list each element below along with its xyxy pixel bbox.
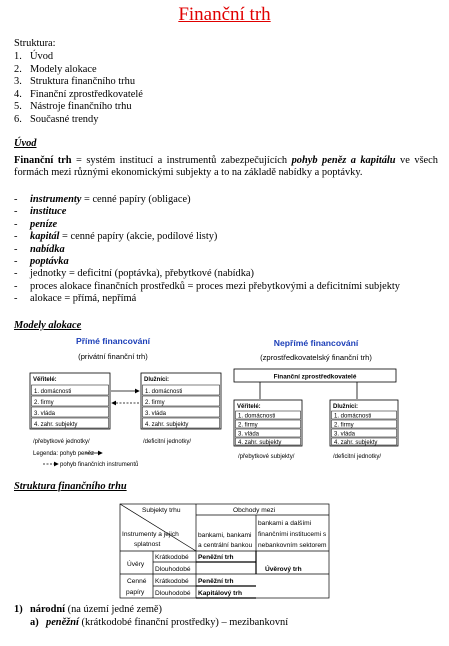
svg-text:Dlužníci:: Dlužníci:	[333, 404, 358, 410]
direct-lenders-box	[30, 373, 110, 429]
list-item: - alokace = přímá, nepřímá	[14, 293, 137, 305]
indirect-borrowers-note: /deficitní jednotky/	[333, 454, 382, 460]
list-item: 6. Současné trendy	[14, 113, 99, 125]
svg-text:Dlužníci:: Dlužníci:	[144, 377, 169, 383]
uvod-list	[14, 194, 400, 306]
list-item: - jednotky = deficitní (poptávka), přebytkové (nabídka)	[14, 268, 254, 280]
list-item: - instrumenty = cenné papíry (obligace)	[14, 194, 191, 205]
svg-text:4. zahr. subjekty: 4. zahr. subjekty	[145, 422, 189, 428]
svg-text:1. domácnosti: 1. domácnosti	[238, 413, 276, 420]
cell-uvery: Úvěry	[127, 561, 145, 568]
legend-money: Legenda: pohyb peněz	[33, 451, 95, 457]
svg-text:1. domácnosti: 1. domácnosti	[34, 389, 72, 395]
section-heading-struktura: Struktura finančního trhu	[14, 481, 127, 492]
svg-text:2. firmy: 2. firmy	[145, 400, 165, 406]
cell-papiry: papíry	[126, 589, 145, 596]
svg-text:1. domácnosti: 1. domácnosti	[145, 389, 183, 395]
cell-kapitalovy: Kapitálový trh	[198, 590, 242, 597]
svg-text:3. vláda: 3. vláda	[238, 431, 260, 438]
list-item: 3. Struktura finančního trhu	[14, 76, 136, 87]
cell-banks-1: bankami, bankami	[198, 532, 252, 539]
svg-text:3. vláda: 3. vláda	[145, 411, 167, 417]
structure-label: Struktura:	[14, 38, 56, 49]
cell-splatnost: splatnost	[134, 541, 161, 548]
direct-lenders-note: /přebytkové jednotky/	[33, 439, 90, 445]
svg-text:3. vláda: 3. vláda	[34, 411, 56, 417]
cell-penezni-1: Peněžní trh	[198, 554, 234, 561]
svg-text:4. zahr. subjekty: 4. zahr. subjekty	[334, 440, 378, 446]
direct-subtitle: (privátní finanční trh)	[78, 352, 148, 361]
svg-text:4. zahr. subjekty: 4. zahr. subjekty	[34, 422, 78, 428]
cell-penezni-2: Peněžní trh	[198, 578, 234, 585]
direct-title: Přímé financování	[75, 336, 151, 346]
svg-text:2. firmy: 2. firmy	[34, 400, 54, 406]
section-heading-uvod: Úvod	[14, 138, 37, 149]
intermediary-label: Finanční zprostředkovatelé	[273, 373, 357, 381]
list-item: - proces alokace finančních prostředků = proces mezi přebytkovými a deficitními subjekty	[14, 280, 400, 292]
list-item: - nabídka	[14, 243, 65, 255]
direct-borrowers-box	[141, 373, 221, 429]
svg-text:4. zahr. subjekty: 4. zahr. subjekty	[238, 440, 282, 446]
cell-nonbank-1: bankami a dalšími	[258, 520, 312, 527]
indirect-lenders-note: /přebytkové subjekty/	[238, 454, 295, 460]
cell-nonbank-2: finančními institucemi s	[258, 531, 327, 538]
cell-cenne: Cenné	[127, 578, 147, 585]
intro-paragraph: Finanční trh = systém institucí a instrumentů zabezpečujících pohyb peněz a kapitálu ve všech formách mezi různými ekonomickými subjekty a to na základě nabídky a poptávky.	[14, 155, 438, 179]
term: Finanční trh	[14, 155, 72, 166]
allocation-diagram	[0, 333, 449, 473]
svg-text:3. vláda: 3. vláda	[334, 431, 356, 438]
page-title: Finanční trh	[178, 4, 271, 25]
indirect-borrowers-box	[330, 400, 398, 446]
list-item: - peníze	[14, 218, 58, 230]
market-structure-table	[0, 503, 449, 601]
cell-dlouhodobe-1: Dlouhodobé	[155, 566, 191, 573]
indirect-title: Nepřímé financování	[273, 338, 359, 348]
list-item: - poptávka	[14, 255, 69, 267]
legend-instruments: pohyb finančních instrumentů	[60, 462, 139, 468]
cell-instrumenty: Instrumenty a jejich	[122, 531, 179, 538]
list-item: 1) národní (na území jedné země)	[14, 604, 162, 615]
list-item: - instituce	[14, 206, 67, 218]
cell-obchody: Obchody mezi	[233, 507, 276, 514]
list-item: 1. Úvod	[14, 51, 54, 62]
direct-borrowers-note: /deficitní jednotky/	[143, 439, 192, 445]
section-heading-modely: Modely alokace	[14, 320, 82, 331]
cell-kratkodobe-1: Krátkodobé	[155, 554, 189, 561]
svg-text:2. firmy: 2. firmy	[238, 422, 258, 429]
cell-uverovy: Úvěrový trh	[265, 566, 302, 573]
market-types-list	[14, 604, 288, 629]
cell-nonbank-3: nebankovním sektorem	[258, 542, 327, 549]
cell-kratkodobe-2: Krátkodobé	[155, 578, 189, 585]
list-item: a) peněžní (krátkodobé finanční prostředky) – mezibankovní	[30, 617, 289, 628]
list-item: 4. Finanční zprostředkovatelé	[14, 88, 143, 100]
cell-banks-2: a centrální bankou	[198, 542, 253, 549]
structure-list	[14, 51, 143, 126]
list-item: 2. Modely alokace	[14, 63, 97, 75]
list-item: - kapitál = cenné papíry (akcie, podílové listy)	[14, 231, 218, 243]
indirect-subtitle: (zprostředkovatelský finanční trh)	[260, 353, 372, 362]
list-item: 5. Nástroje finančního trhu	[14, 101, 132, 112]
svg-text:1. domácnosti: 1. domácnosti	[334, 413, 372, 420]
svg-text:2. firmy: 2. firmy	[334, 422, 354, 429]
cell-dlouhodobe-2: Dlouhodobé	[155, 590, 191, 597]
svg-text:Věřitelé:: Věřitelé:	[33, 377, 57, 383]
cell-subjekty: Subjekty trhu	[142, 507, 181, 514]
svg-text:Věřitelé:: Věřitelé:	[237, 404, 261, 410]
indirect-lenders-box	[234, 400, 302, 446]
